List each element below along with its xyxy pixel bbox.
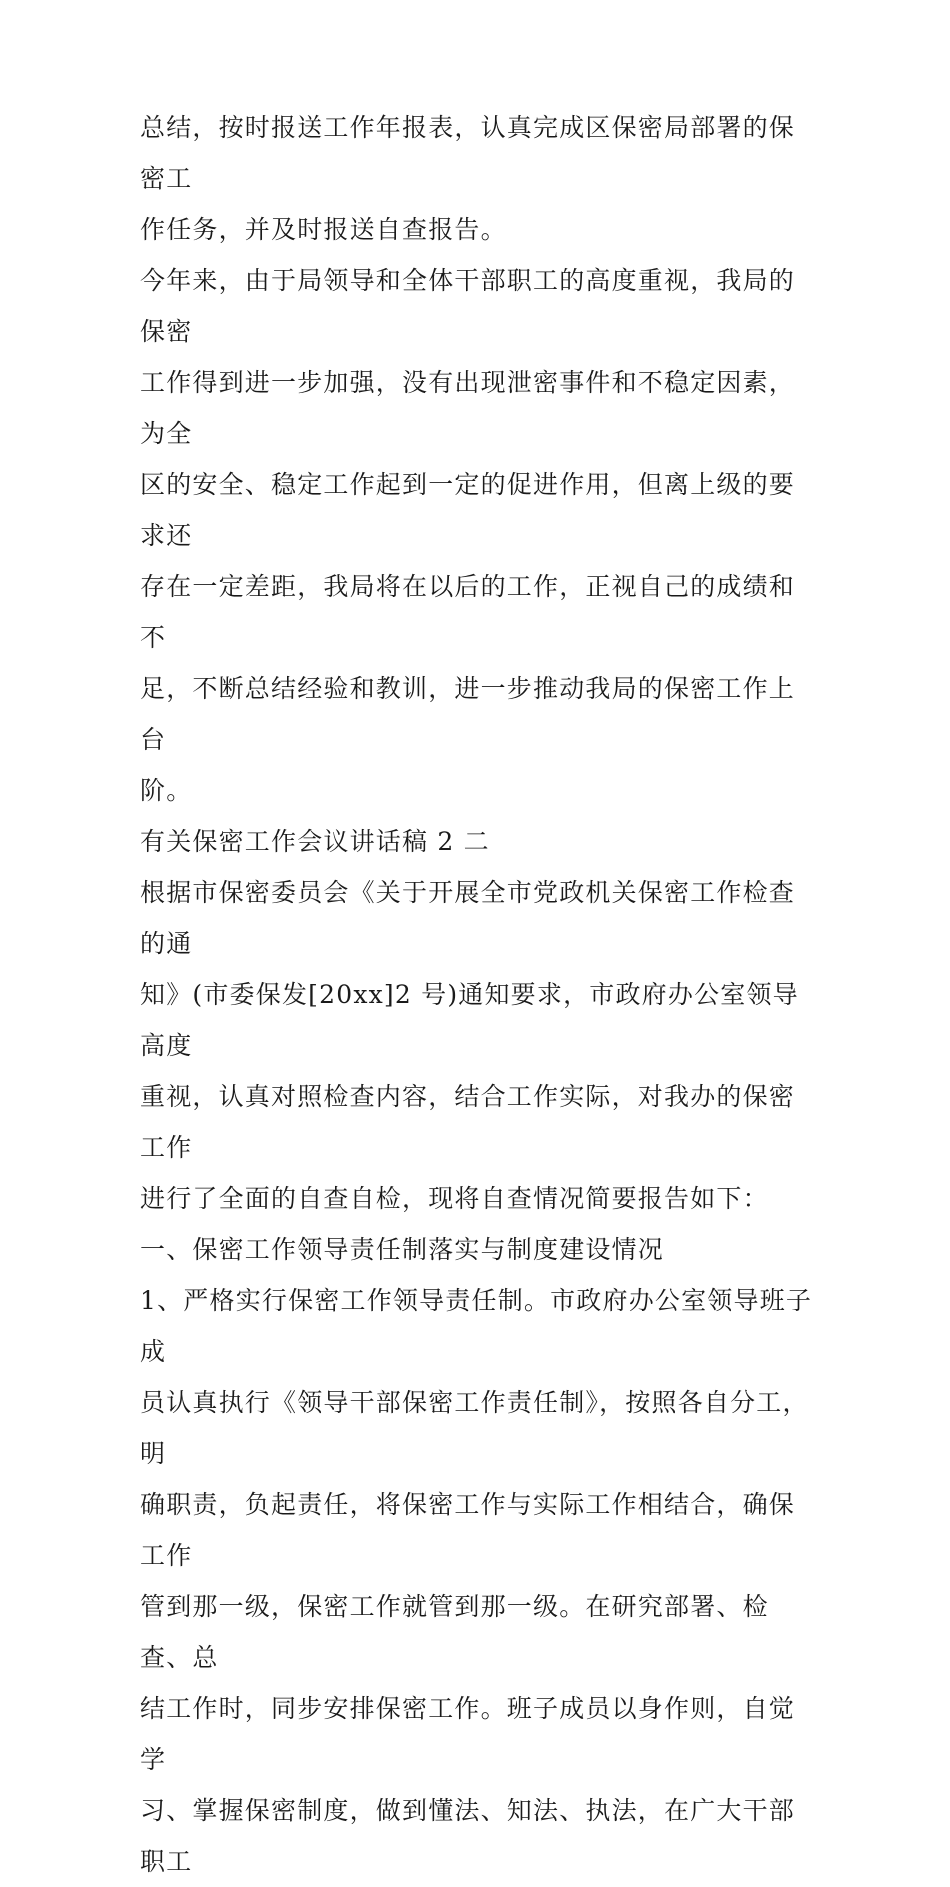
paragraph-this-year: 今年来，由于局领导和全体干部职工的高度重视，我局的保密 工作得到进一步加强，没有出现泄密事件和不稳定因素，为全 区的安全、稳定工作起到一定的促进作用，但离上级的要求还 存在一定差距，我局将在以后的工作，正视自己的成绩和不 足，不断总结经验和教训，进一步推动我局的保密工作上台 阶。	[140, 266, 796, 805]
paragraph-summary-continued: 总结，按时报送工作年报表，认真完成区保密局部署的保密工 作任务，并及时报送自查报告。	[140, 113, 796, 244]
paragraph-item-1: 1、严格实行保密工作领导责任制。市政府办公室领导班子成 员认真执行《领导干部保密工作责任制》，按照各自分工，明 确职责，负起责任，将保密工作与实际工作相结合，确保工作 管到那一级，保密工作就管到那一级。在研究部署、检查、总 结工作时，同步安排保密工作。班子成员以身作则，自觉学 习、掌握保密制度，做到懂法、知法、执法，在广大干部职工	[140, 1286, 813, 1876]
document-body	[140, 102, 820, 1887]
section-heading-responsibility: 一、保密工作领导责任制落实与制度建设情况	[140, 1235, 665, 1264]
paragraph-notice-requirement: 根据市保密委员会《关于开展全市党政机关保密工作检查的通 知》(市委保发[20xx]2 号)通知要求，市政府办公室领导高度 重视，认真对照检查内容，结合工作实际，对我办的保密工作 进行了全面的自查自检，现将自查情况简要报告如下：	[140, 878, 799, 1213]
section-heading-speech-2: 有关保密工作会议讲话稿 2 二	[140, 827, 490, 856]
